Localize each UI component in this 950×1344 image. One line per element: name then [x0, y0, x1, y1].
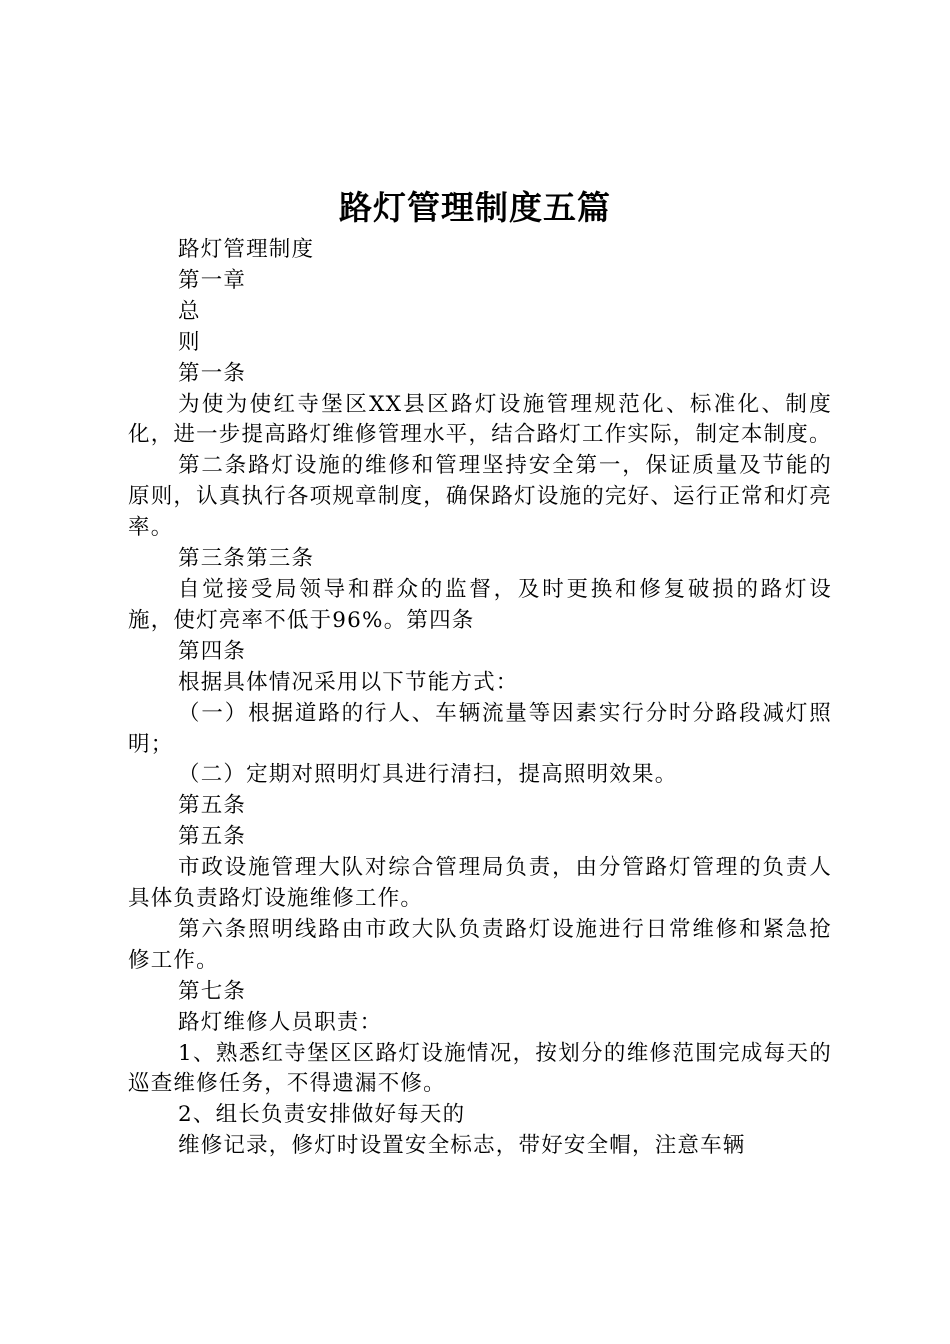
paragraph: 第三条第三条 — [178, 546, 315, 572]
document-title: 路灯管理制度五篇 — [339, 188, 611, 227]
paragraph: 根据具体情况采用以下节能方式： — [178, 669, 519, 695]
paragraph: 路灯维修人员职责： — [178, 1009, 383, 1035]
paragraph: 第四条 — [178, 638, 247, 664]
paragraph: 2、组长负责安排做好每天的 — [178, 1102, 466, 1128]
paragraph: 第五条 — [178, 793, 247, 819]
paragraph: 第一条 — [178, 360, 247, 386]
paragraph: 为使为使红寺堡区XX县区路灯设施管理规范化、标准化、制度化，进一步提高路灯维修管理水平，结合路灯工作实际，制定本制度。 — [128, 391, 832, 448]
paragraph: 路灯管理制度 — [178, 237, 315, 262]
paragraph: 第七条 — [178, 978, 247, 1004]
paragraph: 总 — [178, 298, 201, 324]
paragraph: 市政设施管理大队对综合管理局负责，由分管路灯管理的负责人具体负责路灯设施维修工作。 — [128, 855, 832, 912]
paragraph: （二）定期对照明灯具进行清扫，提高照明效果。 — [178, 762, 678, 788]
paragraph: 则 — [178, 329, 201, 355]
paragraph: 第五条 — [178, 824, 247, 850]
paragraph: 第二条路灯设施的维修和管理坚持安全第一，保证质量及节能的原则，认真执行各项规章制度，确保路灯设施的完好、运行正常和灯亮率。 — [128, 453, 832, 541]
document-body — [128, 235, 832, 1162]
paragraph: 维修记录，修灯时设置安全标志，带好安全帽，注意车辆 — [178, 1133, 746, 1159]
paragraph: 自觉接受局领导和群众的监督，及时更换和修复破损的路灯设施，使灯亮率不低于96%。第四条 — [128, 576, 832, 633]
paragraph: 第六条照明线路由市政大队负责路灯设施进行日常维修和紧急抢修工作。 — [128, 916, 832, 973]
paragraph: 1、熟悉红寺堡区区路灯设施情况，按划分的维修范围完成每天的巡查维修任务，不得遗漏不修。 — [128, 1040, 832, 1097]
paragraph: （一）根据道路的行人、车辆流量等因素实行分时分路段减灯照明； — [128, 700, 832, 757]
paragraph: 第一章 — [178, 267, 247, 293]
